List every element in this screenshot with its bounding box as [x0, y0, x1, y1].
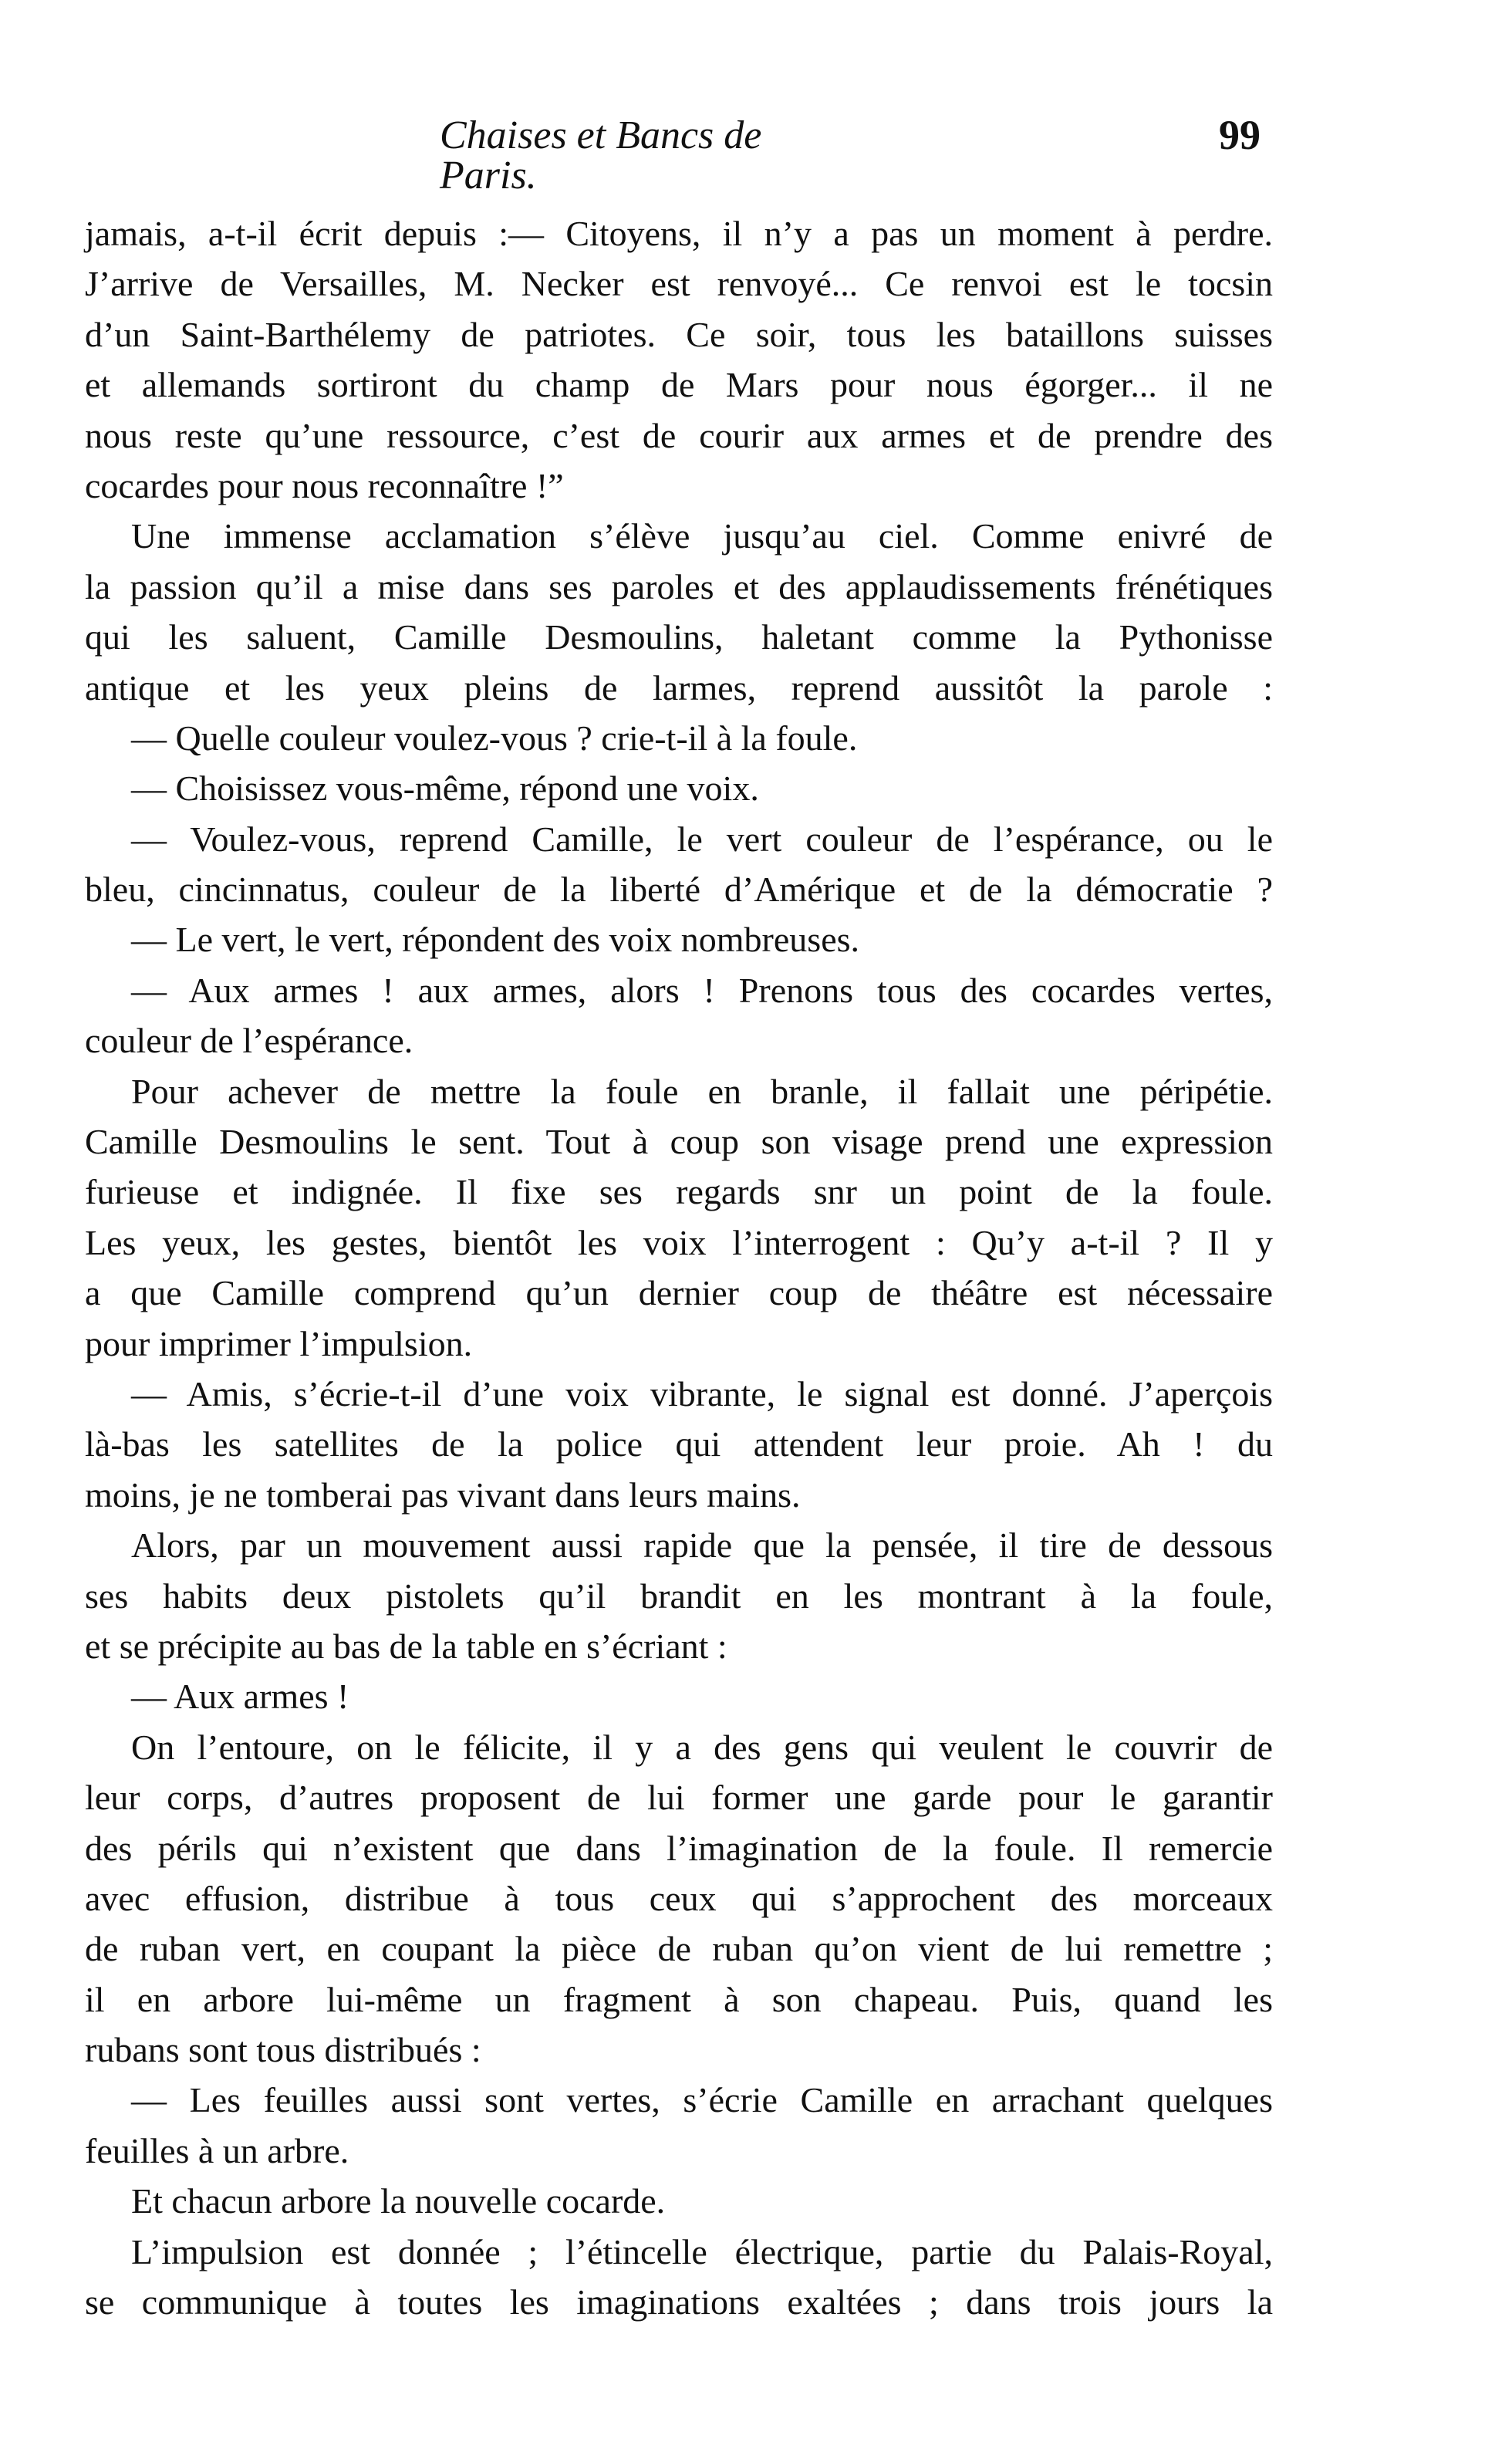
text-line: couleur de l’espérance.: [85, 1021, 413, 1061]
text-line: rubans sont tous distribués :: [85, 2030, 481, 2070]
text-line: — Quelle couleur voulez-vous ? crie-t-il à la foule.: [131, 718, 858, 758]
text-line: qui les saluent, Camille Desmoulins, haletant comme la Pythonisse: [85, 617, 1273, 657]
text-line: moins, je ne tomberai pas vivant dans leurs mains.: [85, 1474, 801, 1515]
text-line: des périls qui n’existent que dans l’imagination de la foule. Il remercie: [85, 1828, 1273, 1868]
text-line: Pour achever de mettre la foule en branle, il fallait une péripétie.: [131, 1071, 1273, 1111]
text-line: de ruban vert, en coupant la pièce de ruban qu’on vient de lui remettre ;: [85, 1929, 1273, 1969]
text-line: feuilles à un arbre.: [85, 2130, 349, 2170]
text-line: là-bas les satellites de la police qui attendent leur proie. Ah ! du: [85, 1424, 1273, 1464]
text-line: et se précipite au bas de la table en s’écriant :: [85, 1626, 727, 1666]
text-line: leur corps, d’autres proposent de lui former une garde pour le garantir: [85, 1778, 1273, 1818]
text-line: se communique à toutes les imaginations exaltées ; dans trois jours la: [85, 2282, 1273, 2322]
text-line: — Aux armes !: [131, 1677, 349, 1717]
text-line: la passion qu’il a mise dans ses paroles et des applaudissements frénétiques: [85, 566, 1273, 606]
text-line: Alors, par un mouvement aussi rapide que la pensée, il tire de dessous: [131, 1525, 1273, 1566]
text-line: — Amis, s’écrie-t-il d’une voix vibrante, le signal est donné. J’aperçois: [131, 1373, 1273, 1414]
text-line: J’arrive de Versailles, M. Necker est renvoyé... Ce renvoi est le tocsin: [85, 264, 1273, 304]
text-line: et allemands sortiront du champ de Mars pour nous égorger... il ne: [85, 365, 1273, 405]
body-text: [85, 208, 1273, 2327]
text-line: On l’entoure, on le félicite, il y a des gens qui veulent le couvrir de: [131, 1727, 1273, 1767]
text-line: nous reste qu’une ressource, c’est de courir aux armes et de prendre des: [85, 415, 1273, 455]
text-line: furieuse et indignée. Il fixe ses regards snr un point de la foule.: [85, 1172, 1273, 1212]
page-number: 99: [1219, 112, 1261, 158]
text-line: — Aux armes ! aux armes, alors ! Prenons tous des cocardes vertes,: [131, 970, 1273, 1010]
text-line: Les yeux, les gestes, bientôt les voix l’interrogent : Qu’y a-t-il ? Il y: [85, 1222, 1273, 1262]
text-line: — Le vert, le vert, répondent des voix nombreuses.: [131, 920, 860, 960]
text-line: Camille Desmoulins le sent. Tout à coup son visage prend une expression: [85, 1122, 1273, 1162]
text-line: Une immense acclamation s’élève jusqu’au ciel. Comme enivré de: [131, 516, 1273, 556]
text-line: d’un Saint-Barthélemy de patriotes. Ce soir, tous les bataillons suisses: [85, 314, 1273, 354]
text-line: pour imprimer l’impulsion.: [85, 1323, 473, 1363]
text-line: cocardes pour nous reconnaître !”: [85, 465, 564, 505]
text-line: — Choisissez vous-même, répond une voix.: [131, 768, 759, 809]
text-line: — Voulez-vous, reprend Camille, le vert couleur de l’espérance, ou le: [131, 819, 1273, 859]
text-line: ses habits deux pistolets qu’il brandit en les montrant à la foule,: [85, 1576, 1273, 1616]
text-line: il en arbore lui-même un fragment à son chapeau. Puis, quand les: [85, 1979, 1273, 2019]
text-line: a que Camille comprend qu’un dernier coup de théâtre est nécessaire: [85, 1273, 1273, 1313]
text-line: — Les feuilles aussi sont vertes, s’écrie Camille en arrachant quelques: [131, 2080, 1273, 2120]
text-line: jamais, a-t-il écrit depuis :— Citoyens, il n’y a pas un moment à perdre.: [85, 214, 1273, 253]
running-title: Chaises et Bancs de Paris.: [440, 113, 762, 198]
text-line: avec effusion, distribue à tous ceux qui s’approchent des morceaux: [85, 1878, 1273, 1918]
text-line: antique et les yeux pleins de larmes, reprend aussitôt la parole :: [85, 667, 1273, 708]
text-line: Et chacun arbore la nouvelle cocarde.: [131, 2181, 666, 2221]
text-line: L’impulsion est donnée ; l’étincelle électrique, partie du Palais-Royal,: [131, 2231, 1273, 2271]
text-line: bleu, cincinnatus, couleur de la liberté d’Amérique et de la démocratie ?: [85, 870, 1273, 910]
